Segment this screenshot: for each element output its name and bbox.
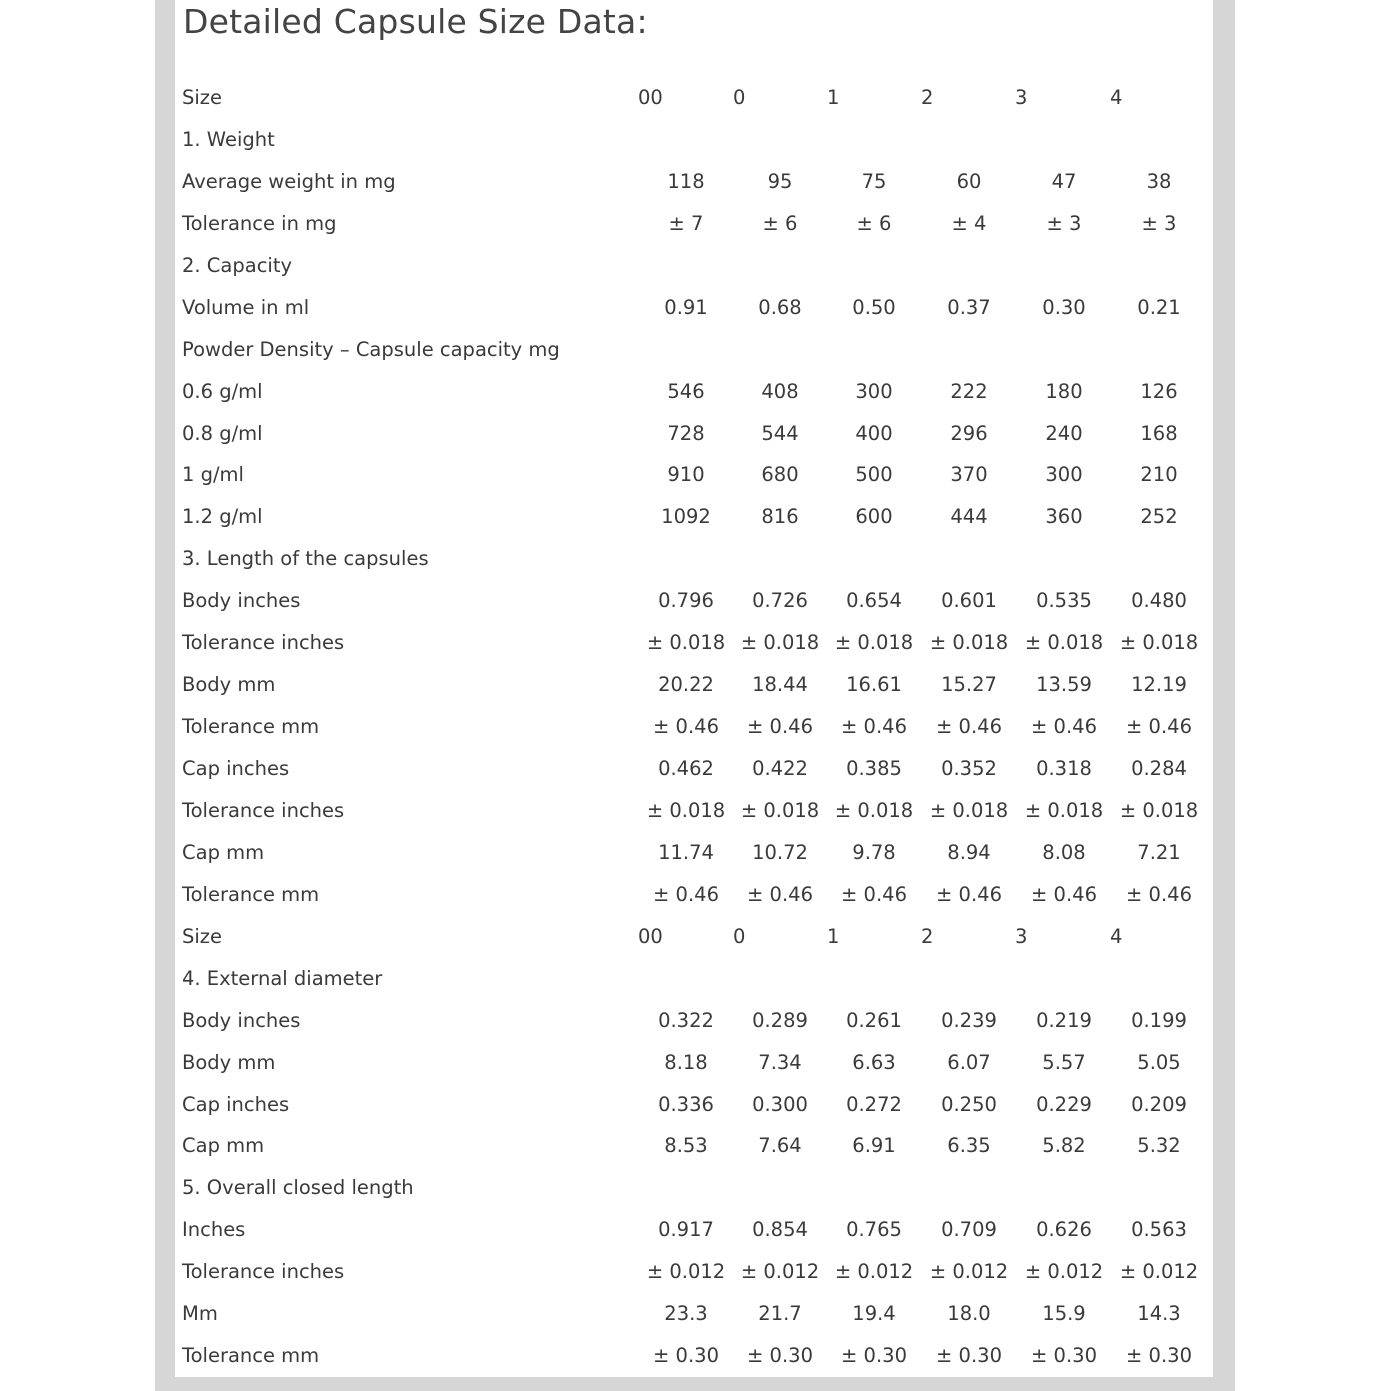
row-label: Volume in ml (182, 295, 310, 319)
table-cell: 15.27 (941, 673, 997, 697)
table-cell: 180 (1045, 379, 1083, 403)
table-cell: ± 0.46 (653, 715, 719, 739)
section-heading: 3. Length of the capsules (182, 547, 429, 571)
table-row (175, 875, 1213, 917)
section-heading-row (175, 120, 1213, 162)
table-cell: 0.284 (1131, 757, 1187, 780)
table-cell: 6.91 (852, 1134, 896, 1158)
table-cell: 0.626 (1036, 1218, 1092, 1242)
size-header-row (175, 917, 1213, 959)
table-row (175, 623, 1213, 665)
section-heading: Powder Density – Capsule capacity mg (182, 337, 560, 361)
table-cell: 8.08 (1042, 840, 1086, 864)
table-row (175, 1001, 1213, 1043)
table-row (175, 497, 1213, 539)
table-cell: 23.3 (664, 1302, 708, 1326)
size-header-cell: 0 (733, 924, 746, 948)
size-header-cell: 3 (1015, 924, 1028, 948)
table-cell: 0.322 (658, 1008, 714, 1032)
row-label: Tolerance mm (182, 882, 320, 906)
table-cell: ± 0.012 (740, 1260, 820, 1284)
table-cell: ± 0.018 (1119, 631, 1199, 655)
table-cell: ± 0.018 (646, 798, 726, 822)
table-row (175, 791, 1213, 833)
table-cell: 0.422 (752, 757, 808, 780)
row-label: Size (182, 924, 223, 948)
table-cell: 296 (950, 421, 988, 445)
section-heading-row (175, 246, 1213, 288)
table-cell: ± 0.012 (1024, 1260, 1104, 1284)
section-heading: 5. Overall closed length (182, 1176, 414, 1200)
table-cell: 5.57 (1042, 1050, 1086, 1074)
table-cell: 20.22 (658, 673, 714, 697)
table-cell: ± 0.46 (841, 882, 907, 906)
table-cell: ± 0.018 (1024, 798, 1104, 822)
table-cell: 300 (1045, 463, 1083, 487)
table-cell: 0.50 (852, 295, 896, 319)
row-label: Cap inches (182, 757, 290, 780)
table-cell: 544 (761, 421, 799, 445)
table-cell: ± 0.30 (936, 1344, 1002, 1368)
table-cell: 0.289 (752, 1008, 808, 1032)
table-cell: 0.654 (846, 589, 902, 613)
table-cell: 0.385 (846, 757, 902, 780)
table-row (175, 455, 1213, 497)
table-cell: ± 0.018 (834, 798, 914, 822)
table-cell: 0.30 (1042, 295, 1086, 319)
row-label: Tolerance inches (182, 1260, 345, 1284)
table-cell: ± 0.012 (1119, 1260, 1199, 1284)
table-cell: ± 0.46 (1126, 882, 1192, 906)
page-frame (155, 0, 1235, 1391)
table-cell: 118 (667, 169, 705, 193)
table-cell: ± 3 (1141, 211, 1177, 235)
table-cell: ± 0.46 (747, 715, 813, 739)
table-cell: 60 (956, 169, 982, 193)
table-cell: 19.4 (852, 1302, 896, 1326)
document-sheet (175, 0, 1213, 1377)
table-cell: 0.229 (1036, 1092, 1092, 1116)
table-cell: 0.199 (1131, 1008, 1187, 1032)
row-label: Tolerance mm (182, 715, 320, 739)
table-cell: 0.250 (941, 1092, 997, 1116)
table-cell: 38 (1146, 169, 1172, 193)
row-label: 0.6 g/ml (182, 379, 263, 403)
table-cell: ± 0.018 (740, 798, 820, 822)
table-cell: 14.3 (1137, 1302, 1181, 1326)
page-title: Detailed Capsule Size Data: (183, 2, 648, 41)
table-cell: 400 (855, 421, 893, 445)
table-cell: 0.68 (758, 295, 802, 319)
row-label: 1 g/ml (182, 463, 244, 487)
table-cell: 7.64 (758, 1134, 802, 1158)
table-cell: 222 (950, 379, 988, 403)
table-cell: 0.796 (658, 589, 714, 613)
table-cell: ± 0.46 (936, 882, 1002, 906)
table-cell: 1092 (661, 505, 711, 529)
size-header-cell: 4 (1110, 924, 1123, 948)
table-cell: 11.74 (658, 840, 714, 864)
row-label: Mm (182, 1302, 218, 1326)
table-cell: 408 (761, 379, 799, 403)
table-cell: 0.352 (941, 757, 997, 780)
table-cell: ± 0.012 (834, 1260, 914, 1284)
row-label: Body inches (182, 589, 301, 613)
size-header-cell: 00 (638, 924, 663, 948)
row-label: 1.2 g/ml (182, 505, 263, 529)
table-cell: ± 6 (856, 211, 892, 235)
table-cell: ± 0.46 (653, 882, 719, 906)
table-cell: 0.480 (1131, 589, 1187, 613)
table-row (175, 204, 1213, 246)
row-label: Cap mm (182, 840, 265, 864)
table-cell: ± 0.30 (1031, 1344, 1097, 1368)
table-cell: 600 (855, 505, 893, 529)
table-cell: 126 (1140, 379, 1178, 403)
capsule-size-table (175, 78, 1213, 1378)
row-label: Inches (182, 1218, 246, 1242)
table-cell: ± 0.46 (1031, 715, 1097, 739)
table-cell: 8.18 (664, 1050, 708, 1074)
table-row (175, 707, 1213, 749)
table-cell: ± 6 (762, 211, 798, 235)
table-cell: 360 (1045, 505, 1083, 529)
row-label: Tolerance inches (182, 798, 345, 822)
table-cell: 7.21 (1137, 840, 1181, 864)
table-cell: 7.34 (758, 1050, 802, 1074)
table-cell: ± 0.018 (1024, 631, 1104, 655)
table-row (175, 162, 1213, 204)
table-cell: 0.209 (1131, 1092, 1187, 1116)
table-cell: 5.05 (1137, 1050, 1181, 1074)
section-heading: 1. Weight (182, 127, 275, 151)
table-cell: 95 (767, 169, 793, 193)
table-row (175, 372, 1213, 414)
table-cell: 0.91 (664, 295, 708, 319)
table-cell: 75 (861, 169, 887, 193)
table-row (175, 1126, 1213, 1168)
table-row (175, 1085, 1213, 1127)
table-cell: 18.44 (752, 673, 808, 697)
table-cell: 0.601 (941, 589, 997, 613)
table-cell: 6.07 (947, 1050, 991, 1074)
row-label: Cap mm (182, 1134, 265, 1158)
table-cell: 6.35 (947, 1134, 991, 1158)
section-heading-row (175, 539, 1213, 581)
table-cell: 0.272 (846, 1092, 902, 1116)
table-cell: 0.300 (752, 1092, 808, 1116)
table-cell: 9.78 (852, 840, 896, 864)
section-heading-row (175, 1168, 1213, 1210)
table-row (175, 414, 1213, 456)
table-cell: 10.72 (752, 840, 808, 864)
table-cell: ± 0.018 (929, 631, 1009, 655)
table-row (175, 1294, 1213, 1336)
size-header-cell: 2 (921, 924, 934, 948)
table-cell: ± 0.018 (1119, 798, 1199, 822)
table-row (175, 1210, 1213, 1252)
table-cell: ± 0.012 (646, 1260, 726, 1284)
size-header-cell: 0 (733, 86, 746, 109)
table-cell: 0.219 (1036, 1008, 1092, 1032)
row-label: Tolerance mm (182, 1344, 320, 1368)
table-cell: ± 0.018 (646, 631, 726, 655)
table-cell: ± 0.30 (1126, 1344, 1192, 1368)
size-header-cell: 2 (921, 86, 934, 109)
row-label: Tolerance in mg (182, 211, 337, 235)
table-cell: 0.917 (658, 1218, 714, 1242)
table-cell: 13.59 (1036, 673, 1092, 697)
table-cell: 0.462 (658, 757, 714, 780)
table-cell: 370 (950, 463, 988, 487)
table-row (175, 288, 1213, 330)
table-cell: 910 (667, 463, 705, 487)
table-row (175, 581, 1213, 623)
table-cell: 210 (1140, 463, 1178, 487)
table-cell: 252 (1140, 505, 1178, 529)
section-heading: 4. External diameter (182, 966, 383, 990)
section-heading-row (175, 330, 1213, 372)
table-cell: 0.21 (1137, 295, 1181, 319)
table-cell: ± 7 (668, 211, 704, 235)
table-cell: 0.563 (1131, 1218, 1187, 1242)
size-header-cell: 4 (1110, 86, 1123, 109)
table-cell: ± 0.46 (936, 715, 1002, 739)
table-cell: 12.19 (1131, 673, 1187, 697)
table-cell: 0.854 (752, 1218, 808, 1242)
table-cell: ± 0.018 (740, 631, 820, 655)
table-cell: ± 0.46 (1031, 882, 1097, 906)
table-cell: ± 0.018 (929, 798, 1009, 822)
table-cell: 500 (855, 463, 893, 487)
row-label: Cap inches (182, 1092, 290, 1116)
section-heading-row (175, 959, 1213, 1001)
table-cell: 8.94 (947, 840, 991, 864)
table-cell: 240 (1045, 421, 1083, 445)
table-cell: 0.318 (1036, 757, 1092, 780)
size-header-cell: 00 (638, 86, 663, 109)
table-cell: 0.709 (941, 1218, 997, 1242)
table-cell: 5.32 (1137, 1134, 1181, 1158)
table-cell: 816 (761, 505, 799, 529)
table-cell: 0.535 (1036, 589, 1092, 613)
table-row (175, 1336, 1213, 1378)
table-cell: ± 0.30 (841, 1344, 907, 1368)
table-row (175, 665, 1213, 707)
table-cell: 8.53 (664, 1134, 708, 1158)
size-header-cell: 1 (827, 924, 840, 948)
section-heading: 2. Capacity (182, 253, 293, 277)
row-label: 0.8 g/ml (182, 421, 263, 445)
row-label: Average weight in mg (182, 169, 396, 193)
table-cell: 47 (1051, 169, 1077, 193)
row-label: Body inches (182, 1008, 301, 1032)
table-cell: 444 (950, 505, 988, 529)
table-cell: ± 0.30 (653, 1344, 719, 1368)
table-cell: ± 0.018 (834, 631, 914, 655)
table-cell: ± 0.30 (747, 1344, 813, 1368)
table-cell: ± 0.46 (1126, 715, 1192, 739)
table-cell: 0.726 (752, 589, 808, 613)
table-cell: ± 3 (1046, 211, 1082, 235)
table-cell: 0.336 (658, 1092, 714, 1116)
table-cell: 21.7 (758, 1302, 802, 1326)
table-row (175, 1043, 1213, 1085)
table-cell: 0.37 (947, 295, 991, 319)
table-cell: 15.9 (1042, 1302, 1086, 1326)
table-cell: 5.82 (1042, 1134, 1086, 1158)
table-cell: 16.61 (846, 673, 902, 697)
table-cell: 546 (667, 379, 705, 403)
table-cell: 300 (855, 379, 893, 403)
table-cell: 0.261 (846, 1008, 902, 1032)
table-cell: 168 (1140, 421, 1178, 445)
row-label: Tolerance inches (182, 631, 345, 655)
size-header-row (175, 78, 1213, 120)
row-label: Body mm (182, 673, 276, 697)
table-cell: ± 0.46 (841, 715, 907, 739)
table-row (175, 1252, 1213, 1294)
table-row (175, 749, 1213, 791)
table-cell: 728 (667, 421, 705, 445)
table-cell: 0.239 (941, 1008, 997, 1032)
size-header-cell: 1 (827, 86, 840, 109)
table-cell: ± 4 (951, 211, 987, 235)
table-cell: ± 0.012 (929, 1260, 1009, 1284)
row-label: Size (182, 86, 223, 109)
size-header-cell: 3 (1015, 86, 1028, 109)
table-cell: 0.765 (846, 1218, 902, 1242)
table-cell: ± 0.46 (747, 882, 813, 906)
table-cell: 18.0 (947, 1302, 991, 1326)
table-cell: 6.63 (852, 1050, 896, 1074)
table-row (175, 833, 1213, 875)
row-label: Body mm (182, 1050, 276, 1074)
table-cell: 680 (761, 463, 799, 487)
